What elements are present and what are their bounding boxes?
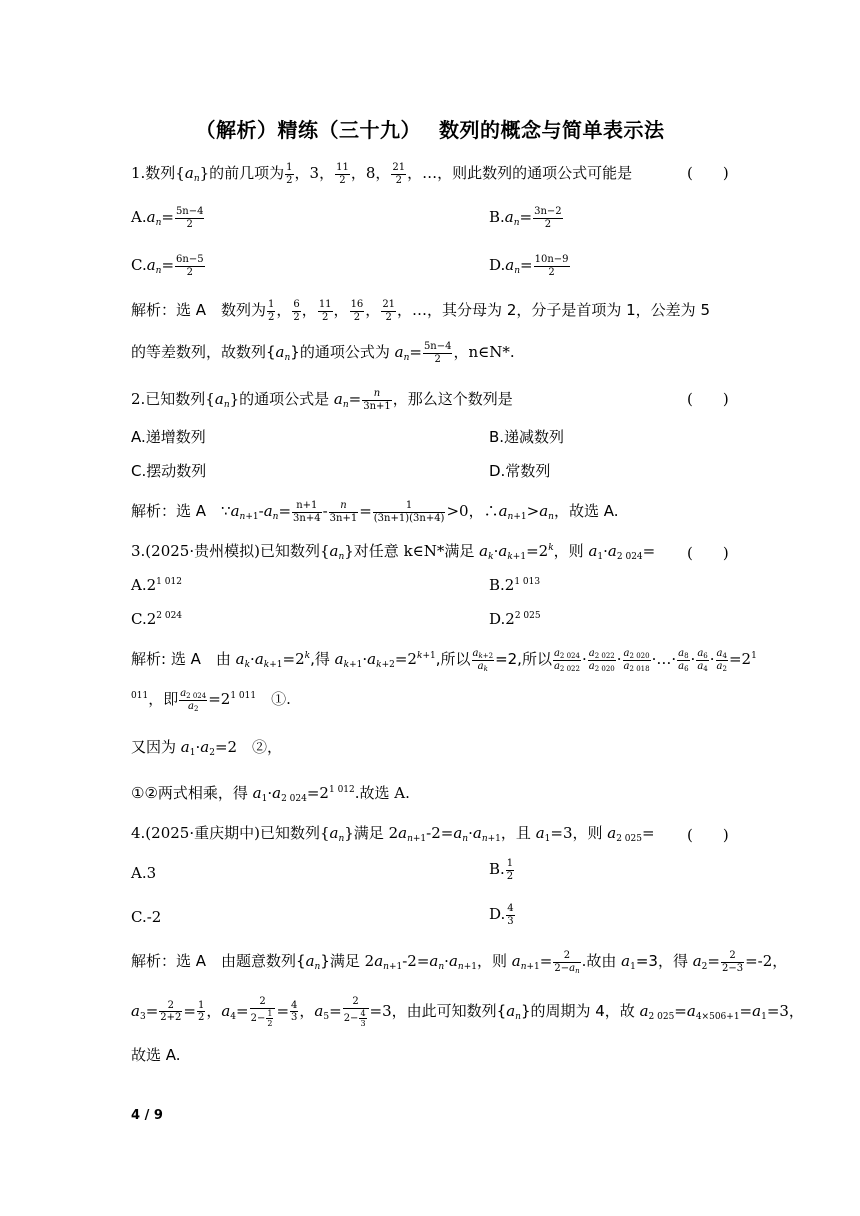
q1-stem: 1.数列$\{a_n\}$的前几项为 $\frac{1}{2}$ ，3， $\frac{11}{2}$ ，8， $\frac{21}{2}$ ，…，则此数列的通项公式可能是 [131,162,633,186]
q1-solution-line1: 解析：选 A 数列为 $\frac{1}{2}$ ， $\frac{6}{2}$ ， $\frac{11}{2}$ ， $\frac{16}{2}$ ， $\frac{21}{2}$ ，…，其分母为 2，分子是首项为 1，公差为 5 [131,299,710,323]
q1-option-c: $C.a_n=$ $\frac{6n-5}{2}$ [131,254,204,278]
q3-solution-line1: 解析: 选 A 由 $a_k\cdot a_{k+1}=2^k$,得 $a_{k+1}\cdot a_{k+2}=2^{k+1}$,所以 $\frac{a_{k+2}}{a_k}$ =2,所以 $\frac{a_{2 024}}{a_{2 022}}$ · $\frac{a_{2 022}}{a_{2 020}}$ · $\frac{a_{2 020}}{a_{2 018}}$ ·…· $\frac{a_8}{a_6}$ · $\frac{a_6}{a_4}$ · $\frac{a_4}{a_2}$ $=2^1$ [131,648,757,673]
q3-option-a: $A.2^{1 012}$ [131,576,182,594]
q3-solution-line2: $^{011}$，即 $\frac{a_{2 024}}{a_2}$ $=2^{1 011}$ ①. [131,688,291,713]
q2-stem: 2.已知数列$\{a_n\}$的通项公式是 $a_n=$ $\frac{n}{3n+1}$ ，那么这个数列是 [131,388,513,412]
q2-option-c: C.摆动数列 [131,462,207,480]
q3-option-b: $B.2^{1 013}$ [489,576,541,594]
q1-option-b: $B.a_n=$ $\frac{3n-2}{2}$ [489,206,562,230]
q4-stem: 4.(2025·重庆期中)已知数列$\{a_n\}$满足 $2a_{n+1}-2=a_n\cdot a_{n+1}$，且 $a_1=3$，则 $a_{2 025}=$ [131,824,655,844]
q3-stem: 3.(2025·贵州模拟)已知数列$\{a_n\}$对任意 k∈N*满足 $a_k\cdot a_{k+1}=2^k$，则 $a_1\cdot a_{2 024}=$ [131,542,656,562]
page-number: 4 / 9 [131,1108,163,1123]
q3-solution-line3: 又因为 $a_1\cdot a_2=2$ ②， [131,738,283,758]
q3-solution-line4: ①②两式相乘，得 $a_1\cdot a_{2 024}=2^{1 012}$.故选 A. [131,784,410,804]
q4-solution-line1: 解析：选 A 由题意数列$\{a_n\}$满足 $2a_{n+1}-2=a_n\cdot a_{n+1}$，则 $a_{n+1}=$ $\frac{2}{2-a_n}$ .故由 $a_1=3$，得 $a_2=$ $\frac{2}{2-3}$ =-2， [131,950,788,975]
q1-option-d: $D.a_n=$ $\frac{10n-9}{2}$ [489,254,569,278]
q1-frac-1-2: $\frac{1}{2}$ [286,162,293,186]
q4-option-d: D. $\frac{4}{3}$ [489,903,514,927]
page-title: （解析）精练（三十九） 数列的概念与简单表示法 [195,118,665,142]
q4-solution-line3: 故选 A. [131,1046,181,1064]
q1-solution-line2: 的等差数列，故数列$\{a_n\}$的通项公式为 $a_n=$ $\frac{5n-4}{2}$ ，n∈N*. [131,341,515,365]
q1-answer-blank: ( ) [687,164,729,182]
q3-answer-blank: ( ) [687,544,729,562]
q2-option-a: A.递增数列 [131,428,206,446]
q4-answer-blank: ( ) [687,826,729,844]
q2-option-b: B.递减数列 [489,428,565,446]
q3-option-c: $C.2^{2 024}$ [131,610,183,628]
q2-answer-blank: ( ) [687,390,729,408]
q4-solution-line2: $a_3=$ $\frac{2}{2+2}$ = $\frac{1}{2}$ ，$a_4=$ 2 2− $\frac{1}{2}$ = $\frac{4}{3}$ ，$a_5=$ 2 2− $\frac{4}{3}$ =3，由此可知数列$\{a_n\}$的周期为 4，故 $a_{2 025}=a_{4\times 506+1}=a_1=3$， [131,996,804,1028]
q2-solution: 解析：选 A $\because a_{n+1}-a_n=$ $\frac{n+1}{3n+4}$ - $\frac{n}{3n+1}$ = $\frac{1}{(3n+1)(3n+4)}$ >0，$\therefore a_{n+1}>a_n$，故选 A. [131,500,619,524]
q3-option-d: $D.2^{2 025}$ [489,610,541,628]
q4-option-b: B. $\frac{1}{2}$ [489,858,514,882]
q4-option-c: C.-2 [131,908,162,926]
q4-option-a: A.3 [131,864,157,882]
q1-option-a: $A.a_n=$ $\frac{5n-4}{2}$ [131,206,204,230]
q2-option-d: D.常数列 [489,462,551,480]
